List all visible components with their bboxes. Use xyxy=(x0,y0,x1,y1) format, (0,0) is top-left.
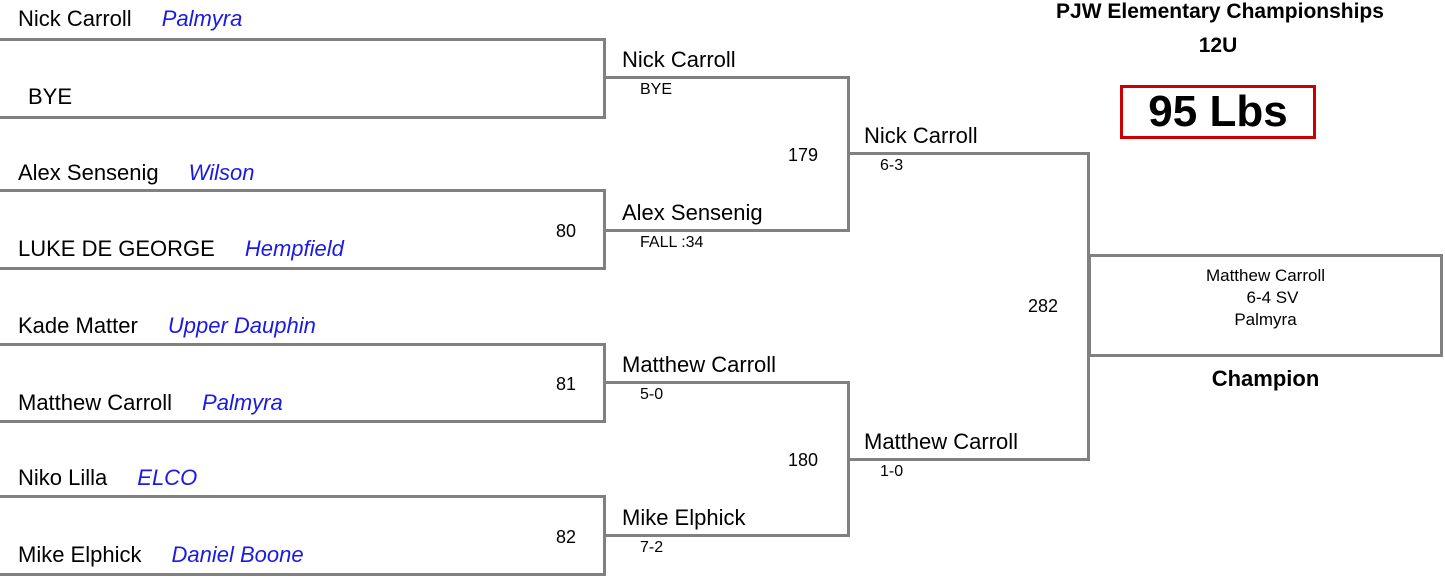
wrestler-name: Niko Lilla xyxy=(18,465,108,490)
r1-line-2 xyxy=(0,116,606,119)
r1-line-5 xyxy=(0,343,606,346)
r2-result: 5-0 xyxy=(640,386,664,403)
r1-entry-4 xyxy=(18,236,344,262)
champion-name: Matthew Carroll xyxy=(1205,266,1326,285)
r1-entry-3 xyxy=(18,160,254,186)
r1-line-6 xyxy=(0,420,606,423)
bout-number: 81 xyxy=(556,374,577,394)
champion-box xyxy=(1088,254,1443,357)
bout-number: 180 xyxy=(788,450,819,470)
semi-line-1 xyxy=(847,152,1090,155)
r2-line-4 xyxy=(606,534,850,537)
division-label: 12U xyxy=(1198,34,1238,57)
champion-label: Champion xyxy=(1211,366,1320,391)
r2-result: 7-2 xyxy=(640,539,664,556)
r1-entry-6 xyxy=(18,390,283,416)
semi-winner-name: Matthew Carroll xyxy=(864,429,1019,454)
weight-class-label: 95 Lbs xyxy=(1148,87,1288,136)
bout-number: 80 xyxy=(556,221,577,241)
r1-entry-1 xyxy=(18,6,242,32)
r2-winner-name: Matthew Carroll xyxy=(622,352,777,377)
weight-class-box xyxy=(1120,85,1316,139)
r2-winner-name: Mike Elphick xyxy=(622,505,746,530)
wrestler-school: Hempfield xyxy=(244,236,344,261)
event-title: PJW Elementary Championships xyxy=(1056,0,1384,23)
wrestler-school: Daniel Boone xyxy=(171,542,304,567)
r1-line-7 xyxy=(0,495,606,498)
wrestler-name: Matthew Carroll xyxy=(18,390,173,415)
semi-line-2 xyxy=(847,458,1090,461)
wrestler-school: Wilson xyxy=(188,160,255,185)
bout-number: 82 xyxy=(556,527,577,547)
bout-number: 282 xyxy=(1028,296,1059,316)
wrestler-name: Alex Sensenig xyxy=(18,160,159,185)
champion-result: 6-4 SV xyxy=(1246,288,1299,307)
bout-number: 179 xyxy=(788,145,819,165)
r2-result: FALL :34 xyxy=(640,234,704,251)
r2-line-3 xyxy=(606,381,850,384)
r1-entry-7 xyxy=(18,465,197,491)
wrestler-school: Palmyra xyxy=(202,390,283,415)
r1-line-1 xyxy=(0,38,606,41)
r2-winner-name: Nick Carroll xyxy=(622,47,736,72)
wrestler-school: Palmyra xyxy=(161,6,243,31)
r2-winner-name: Alex Sensenig xyxy=(622,200,763,225)
wrestler-name: BYE xyxy=(28,84,73,109)
semi-result: 1-0 xyxy=(880,463,904,480)
r1-line-8 xyxy=(0,573,606,576)
r1-entry-5 xyxy=(18,313,316,339)
champion-school: Palmyra xyxy=(1234,310,1297,329)
wrestler-school: ELCO xyxy=(137,465,198,490)
wrestler-name: Nick Carroll xyxy=(18,6,132,31)
semi-winner-name: Nick Carroll xyxy=(864,123,978,148)
r2-result: BYE xyxy=(640,81,673,98)
wrestler-school: Upper Dauphin xyxy=(167,313,316,338)
semi-result: 6-3 xyxy=(880,157,904,174)
r2-line-1 xyxy=(606,76,850,79)
r1-line-4 xyxy=(0,267,606,270)
r1-line-3 xyxy=(0,189,606,192)
wrestler-name: Kade Matter xyxy=(18,313,138,338)
r1-entry-2 xyxy=(28,84,72,110)
wrestler-name: LUKE DE GEORGE xyxy=(18,236,215,261)
wrestler-name: Mike Elphick xyxy=(18,542,142,567)
r2-line-2 xyxy=(606,229,850,232)
r1-entry-8 xyxy=(18,542,304,568)
